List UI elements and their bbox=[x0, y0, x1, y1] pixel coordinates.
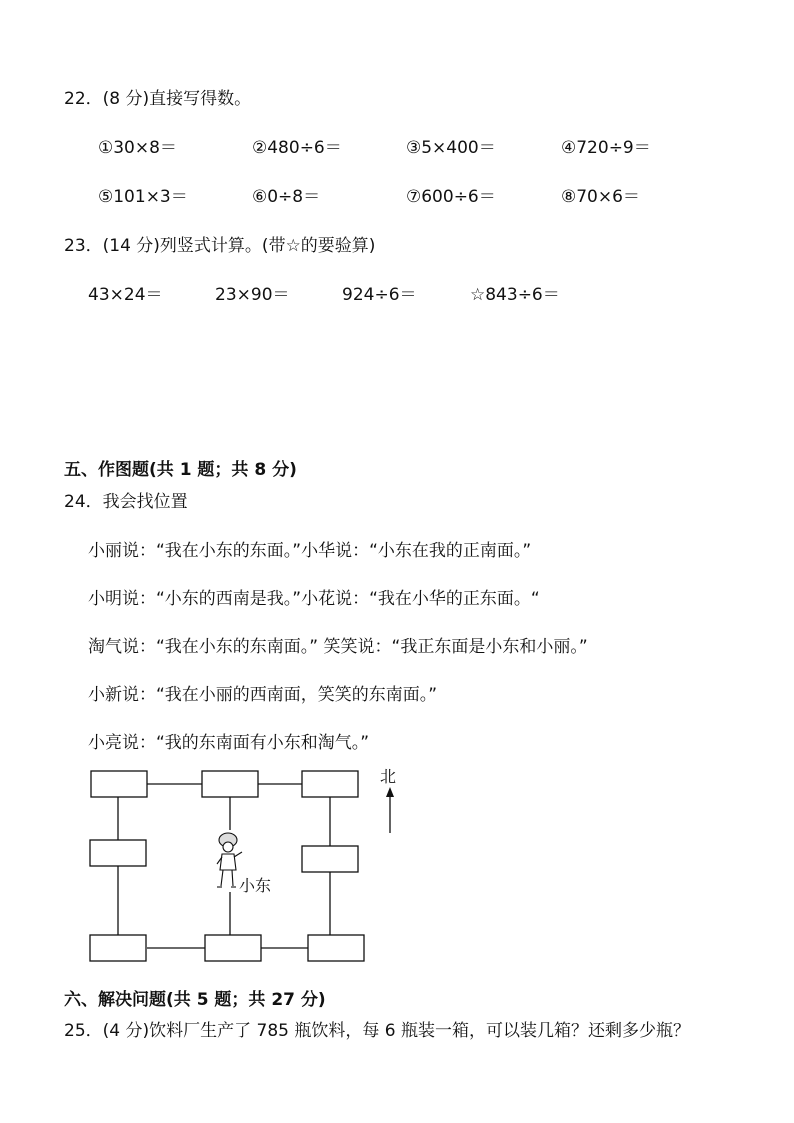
q23-title: 23．(14 分)列竖式计算。(带☆的要验算) bbox=[64, 236, 376, 256]
q23-item-4: ☆843÷6＝ bbox=[470, 285, 560, 305]
q24-line-1: 小丽说：“我在小东的东面。”小华说：“小东在我的正南面。” bbox=[88, 541, 532, 561]
q22-item-5: ⑤101×3＝ bbox=[98, 187, 188, 207]
section5-title: 五、作图题(共 1 题；共 8 分) bbox=[64, 460, 297, 480]
q22-item-7: ⑦600÷6＝ bbox=[406, 187, 496, 207]
q22-item-1: ①30×8＝ bbox=[98, 138, 177, 158]
q22-title: 22．(8 分)直接写得数。 bbox=[64, 89, 252, 109]
north-label: 北 bbox=[380, 767, 397, 786]
center-person-label: 小东 bbox=[239, 876, 272, 895]
q24-line-4: 小新说：“我在小丽的西南面，笑笑的东南面。” bbox=[88, 685, 438, 705]
q24-line-3: 淘气说：“我在小东的东南面。” 笑笑说：“我正东面是小东和小丽。” bbox=[88, 637, 588, 657]
q24-line-2: 小明说：“小东的西南是我。”小花说：“我在小华的正东面。“ bbox=[88, 589, 540, 609]
q22-item-3: ③5×400＝ bbox=[406, 138, 496, 158]
section6-title: 六、解决问题(共 5 题；共 27 分) bbox=[64, 990, 326, 1010]
q24-title: 24．我会找位置 bbox=[64, 492, 188, 512]
answer-box-bottom-left[interactable] bbox=[90, 935, 146, 961]
north-arrow-icon bbox=[386, 787, 394, 833]
q23-item-3: 924÷6＝ bbox=[342, 285, 417, 305]
q25-title: 25．(4 分)饮料厂生产了 785 瓶饮料，每 6 瓶装一箱，可以装几箱？还剩多少瓶？ bbox=[64, 1021, 690, 1041]
answer-box-top-left[interactable] bbox=[91, 771, 147, 797]
q22-item-6: ⑥0÷8＝ bbox=[252, 187, 321, 207]
answer-box-middle-left[interactable] bbox=[90, 840, 146, 866]
answer-box-top-center[interactable] bbox=[202, 771, 258, 797]
q22-item-8: ⑧70×6＝ bbox=[561, 187, 640, 207]
q22-item-2: ②480÷6＝ bbox=[252, 138, 342, 158]
answer-box-top-right[interactable] bbox=[302, 771, 358, 797]
answer-box-bottom-right[interactable] bbox=[308, 935, 364, 961]
q23-item-2: 23×90＝ bbox=[215, 285, 290, 305]
q24-line-5: 小亮说：“我的东南面有小东和淘气。” bbox=[88, 733, 370, 753]
q23-item-1: 43×24＝ bbox=[88, 285, 163, 305]
q22-item-4: ④720÷9＝ bbox=[561, 138, 651, 158]
answer-box-middle-right[interactable] bbox=[302, 846, 358, 872]
answer-box-bottom-center[interactable] bbox=[205, 935, 261, 961]
